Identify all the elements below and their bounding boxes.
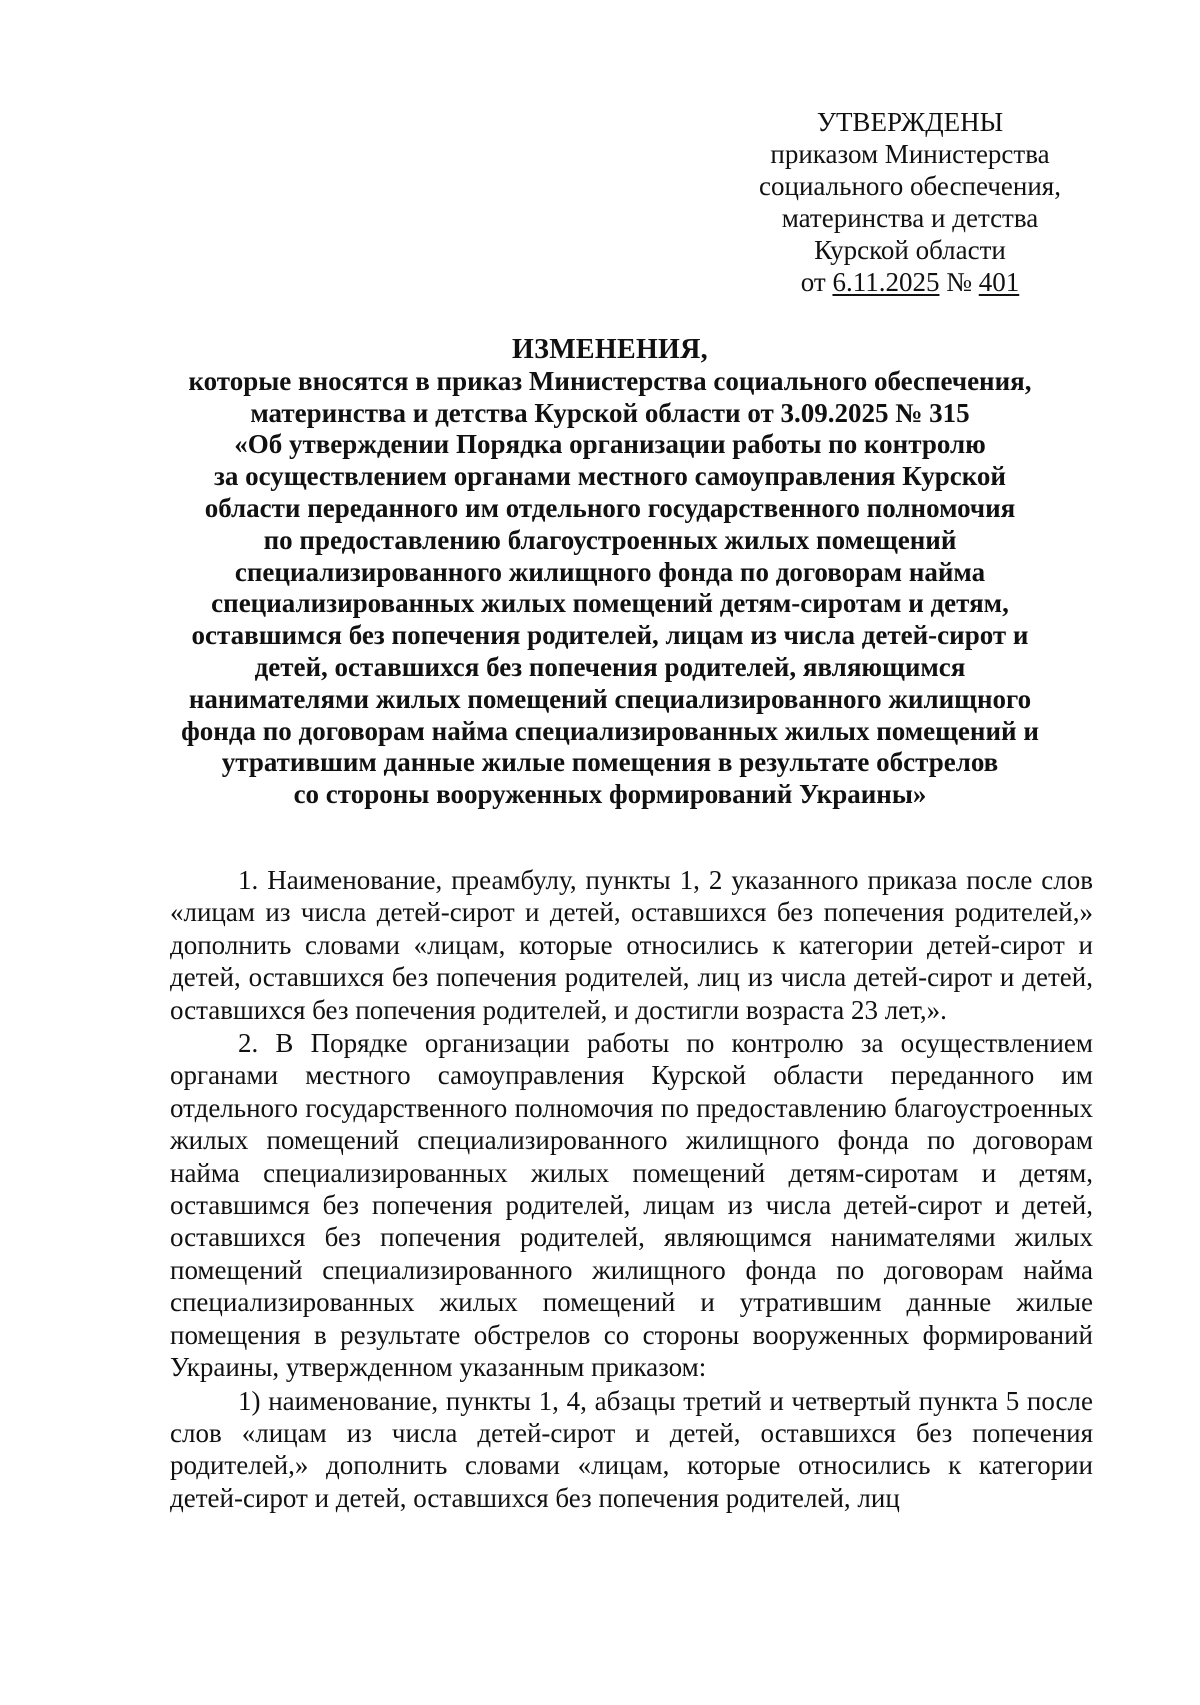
approval-line: материнства и детства [781,203,1039,233]
order-date: 6.11.2025 [832,267,940,297]
heading-line: со стороны вооруженных формирований Украины» [293,779,927,810]
approval-line: социального обеспечения, [759,171,1061,201]
heading-line: за осуществлением органами местного самоуправления Курской [214,461,1006,492]
heading-line: специализированных жилых помещений детям-сиротам и детям, [211,588,1009,619]
heading-title: ИЗМЕНЕНИЯ, [512,334,708,365]
paragraph-2-1: 1) наименование, пункты 1, 4, абзацы третий и четвертый пункта 5 после слов «лицам из числа детей-сирот и детей, оставшихся без попечения родителей,» дополнить словами «лицам, которые относились к категории детей-сирот и детей, оставшихся без попечения родителей, лиц [170,1385,1093,1513]
approval-block [740,106,1080,298]
heading-line: материнства и детства Курской области от 3.09.2025 № 315 [250,397,970,428]
number-prefix: № [939,267,979,297]
heading-line: утратившим данные жилые помещения в результате обстрелов [221,747,999,778]
document-heading [150,334,1070,811]
approval-line: Курской области [814,235,1006,265]
heading-line: по предоставлению благоустроенных жилых помещений [263,524,957,555]
date-prefix: от [800,267,833,297]
paragraph-1: 1. Наименование, преамбулу, пункты 1, 2 указанного приказа после слов «лицам из числа детей-сирот и детей, оставшихся без попечения родителей,» дополнить словами «лицам, которые относились к категории детей-сирот и детей, оставшихся без попечения родителей, лиц из числа детей-сирот и детей, оставшихся без попечения родителей, и достигли возраста 23 лет,». [170,865,1093,1025]
approval-date-line [740,266,1080,298]
document-body [170,864,1093,1514]
heading-line: «Об утверждении Порядка организации работы по контролю [234,429,986,460]
paragraph-2: 2. В Порядке организации работы по контролю за осуществлением органами местного самоуправления Курской области переданного им отдельного государственного полномочия по предоставлению благоустроенных жилых помещений специализированного жилищного фонда по договорам найма специализированных жилых помещений детям-сиротам и детям, оставшимся без попечения родителей, лицам из числа детей-сирот и детей, оставшихся без попечения родителей, являющимся нанимателями жилых помещений специализированного жилищного фонда по договорам найма специализированных жилых помещений и утратившим данные жилые помещения в результате обстрелов со стороны вооруженных формирований Украины, утвержденном указанным приказом: [170,1028,1093,1383]
heading-line: специализированного жилищного фонда по договорам найма [234,556,986,587]
heading-line: которые вносятся в приказ Министерства социального обеспечения, [188,365,1032,396]
heading-line: области переданного им отдельного государственного полномочия [204,492,1016,523]
heading-line: детей, оставшихся без попечения родителей, являющимся [254,651,966,682]
heading-line: нанимателями жилых помещений специализированного жилищного [188,683,1032,714]
approval-line: приказом Министерства [770,139,1050,169]
heading-line: оставшимся без попечения родителей, лицам из числа детей-сирот и [191,620,1029,651]
heading-line: фонда по договорам найма специализированных жилых помещений и [181,715,1039,746]
approval-title: УТВЕРЖДЕНЫ [816,107,1004,137]
order-number: 401 [978,267,1020,297]
